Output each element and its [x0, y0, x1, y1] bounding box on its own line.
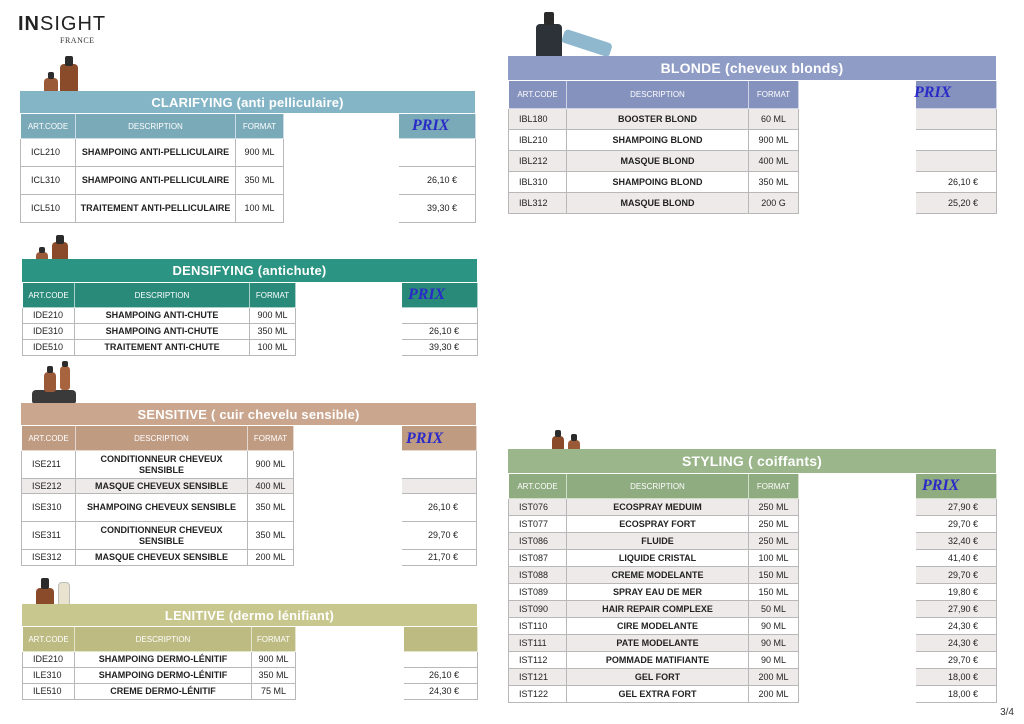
brand-name: INSIGHT	[18, 13, 107, 35]
format-cell: 100 ML	[236, 195, 284, 223]
price-cell: 25,20 €	[916, 193, 997, 214]
table-header-row	[23, 627, 478, 652]
format-cell: 90 ML	[749, 652, 799, 669]
sensitive-section	[21, 403, 476, 566]
page-number: 3/4	[1000, 707, 1014, 718]
price-cell	[916, 109, 997, 130]
hidden-column-header	[284, 114, 399, 139]
code-cell: ISE310	[22, 494, 76, 522]
code-cell: IBL212	[509, 151, 567, 172]
code-header: ART.CODE	[509, 474, 567, 499]
code-cell: ILE510	[23, 684, 75, 700]
description-cell: MASQUE CHEVEUX SENSIBLE	[76, 479, 248, 494]
table-row	[21, 139, 476, 167]
hidden-cell	[799, 618, 916, 635]
price-cell: 29,70 €	[916, 567, 997, 584]
code-cell: IST089	[509, 584, 567, 601]
format-cell: 50 ML	[749, 601, 799, 618]
format-cell: 250 ML	[749, 533, 799, 550]
description-header: DESCRIPTION	[76, 114, 236, 139]
table-row	[22, 522, 477, 550]
description-cell: SHAMPOING BLOND	[567, 130, 749, 151]
format-header: FORMAT	[250, 283, 296, 308]
price-cell: 19,80 €	[916, 584, 997, 601]
description-cell: ECOSPRAY MEDUIM	[567, 499, 749, 516]
description-cell: MASQUE BLOND	[567, 151, 749, 172]
price-cell	[916, 130, 997, 151]
table-header-row	[21, 114, 476, 139]
hidden-cell	[799, 109, 916, 130]
table-row	[509, 601, 997, 618]
code-header: ART.CODE	[509, 81, 567, 109]
description-cell: LIQUIDE CRISTAL	[567, 550, 749, 567]
hidden-column-header	[296, 627, 404, 652]
table-row	[509, 567, 997, 584]
code-cell: IST088	[509, 567, 567, 584]
hidden-cell	[294, 479, 402, 494]
hidden-cell	[799, 193, 916, 214]
description-cell: SHAMPOING DERMO-LÉNITIF	[75, 668, 252, 684]
code-cell: ISE312	[22, 550, 76, 566]
format-header: FORMAT	[252, 627, 296, 652]
format-cell: 100 ML	[749, 550, 799, 567]
table-row	[23, 324, 478, 340]
code-cell: IST122	[509, 686, 567, 703]
description-header: DESCRIPTION	[567, 81, 749, 109]
description-cell: SHAMPOING BLOND	[567, 172, 749, 193]
price-cell: 27,90 €	[916, 601, 997, 618]
code-cell: IBL180	[509, 109, 567, 130]
brand-country: FRANCE	[60, 36, 95, 45]
price-cell: 41,40 €	[916, 550, 997, 567]
clarifying-section	[20, 91, 475, 223]
hidden-column-header	[296, 283, 402, 308]
description-cell: MASQUE BLOND	[567, 193, 749, 214]
code-cell: IBL312	[509, 193, 567, 214]
hidden-cell	[799, 686, 916, 703]
hidden-column-header	[799, 81, 916, 109]
description-cell: SHAMPOING ANTI-CHUTE	[75, 324, 250, 340]
hidden-cell	[294, 494, 402, 522]
format-cell: 900 ML	[236, 139, 284, 167]
densifying-title: DENSIFYING (antichute)	[22, 259, 477, 282]
code-header: ART.CODE	[23, 283, 75, 308]
description-header: DESCRIPTION	[75, 283, 250, 308]
hidden-cell	[284, 195, 399, 223]
description-header: DESCRIPTION	[567, 474, 749, 499]
clarifying-table	[20, 113, 476, 223]
format-cell: 350 ML	[250, 324, 296, 340]
format-cell: 90 ML	[749, 635, 799, 652]
price-cell	[404, 652, 478, 668]
code-cell: IST110	[509, 618, 567, 635]
format-header: FORMAT	[236, 114, 284, 139]
format-cell: 200 ML	[248, 550, 294, 566]
format-cell: 350 ML	[252, 668, 296, 684]
format-cell: 900 ML	[252, 652, 296, 668]
blonde-title: BLONDE (cheveux blonds)	[508, 56, 996, 80]
description-cell: POMMADE MATIFIANTE	[567, 652, 749, 669]
format-cell: 350 ML	[248, 494, 294, 522]
lenitive-title: LENITIVE (dermo lénifiant)	[22, 604, 477, 626]
sensitive-title: SENSITIVE ( cuir chevelu sensible)	[21, 403, 476, 425]
clarifying-title: CLARIFYING (anti pelliculaire)	[20, 91, 475, 113]
code-header: ART.CODE	[21, 114, 76, 139]
table-row	[509, 533, 997, 550]
table-row	[509, 652, 997, 669]
hidden-cell	[296, 684, 404, 700]
description-cell: PATE MODELANTE	[567, 635, 749, 652]
price-cell: 32,40 €	[916, 533, 997, 550]
format-cell: 100 ML	[250, 340, 296, 356]
sensitive-products-image	[32, 360, 78, 404]
styling-table	[508, 473, 997, 703]
code-header: ART.CODE	[23, 627, 75, 652]
description-cell: SHAMPOING DERMO-LÉNITIF	[75, 652, 252, 668]
code-cell: IST112	[509, 652, 567, 669]
description-cell: MASQUE CHEVEUX SENSIBLE	[76, 550, 248, 566]
code-cell: IDE310	[23, 324, 75, 340]
description-cell: FLUIDE	[567, 533, 749, 550]
code-cell: IST090	[509, 601, 567, 618]
code-cell: IST077	[509, 516, 567, 533]
hidden-cell	[294, 522, 402, 550]
description-header: DESCRIPTION	[76, 426, 248, 451]
table-row	[509, 669, 997, 686]
prix-label: PRIX	[412, 117, 450, 134]
format-cell: 350 ML	[236, 167, 284, 195]
table-row	[22, 550, 477, 566]
code-cell: ICL510	[21, 195, 76, 223]
hidden-cell	[799, 550, 916, 567]
format-header: FORMAT	[248, 426, 294, 451]
format-cell: 400 ML	[248, 479, 294, 494]
format-cell: 200 ML	[749, 669, 799, 686]
description-cell: HAIR REPAIR COMPLEXE	[567, 601, 749, 618]
price-cell: 26,10 €	[916, 172, 997, 193]
format-cell: 75 ML	[252, 684, 296, 700]
hidden-cell	[799, 635, 916, 652]
format-cell: 200 G	[749, 193, 799, 214]
code-cell: IBL310	[509, 172, 567, 193]
hidden-cell	[799, 533, 916, 550]
code-cell: IST111	[509, 635, 567, 652]
lenitive-table	[22, 626, 478, 700]
table-row	[509, 584, 997, 601]
format-header: FORMAT	[749, 81, 799, 109]
price-cell	[916, 151, 997, 172]
price-cell: 39,30 €	[399, 195, 476, 223]
description-cell: SHAMPOING ANTI-PELLICULAIRE	[76, 167, 236, 195]
table-row	[509, 635, 997, 652]
description-cell: SHAMPOING ANTI-PELLICULAIRE	[76, 139, 236, 167]
price-cell: 18,00 €	[916, 669, 997, 686]
description-cell: BOOSTER BLOND	[567, 109, 749, 130]
price-cell: 26,10 €	[399, 167, 476, 195]
price-cell	[402, 479, 477, 494]
price-cell: 27,90 €	[916, 499, 997, 516]
description-cell: TRAITEMENT ANTI-CHUTE	[75, 340, 250, 356]
brand-logo	[18, 14, 106, 45]
description-cell: ECOSPRAY FORT	[567, 516, 749, 533]
hidden-cell	[799, 584, 916, 601]
hidden-cell	[294, 550, 402, 566]
code-cell: IBL210	[509, 130, 567, 151]
description-cell: SHAMPOING ANTI-CHUTE	[75, 308, 250, 324]
description-cell: CONDITIONNEUR CHEVEUX SENSIBLE	[76, 451, 248, 479]
blonde-section	[508, 56, 996, 214]
price-cell: 39,30 €	[402, 340, 478, 356]
hidden-cell	[799, 130, 916, 151]
hidden-cell	[294, 451, 402, 479]
description-header: DESCRIPTION	[75, 627, 252, 652]
code-cell: IDE510	[23, 340, 75, 356]
code-cell: ISE211	[22, 451, 76, 479]
table-row	[509, 550, 997, 567]
code-cell: ICL310	[21, 167, 76, 195]
table-row	[23, 340, 478, 356]
hidden-cell	[799, 669, 916, 686]
price-cell: 29,70 €	[402, 522, 477, 550]
hidden-cell	[284, 167, 399, 195]
table-row	[509, 109, 997, 130]
lenitive-section	[22, 604, 477, 700]
description-cell: TRAITEMENT ANTI-PELLICULAIRE	[76, 195, 236, 223]
code-cell: ISE212	[22, 479, 76, 494]
table-row	[23, 684, 478, 700]
table-row	[509, 193, 997, 214]
hidden-cell	[296, 324, 402, 340]
code-cell: IDE210	[23, 652, 75, 668]
table-row	[509, 172, 997, 193]
table-row	[509, 686, 997, 703]
hidden-cell	[296, 308, 402, 324]
code-header: ART.CODE	[22, 426, 76, 451]
description-cell: GEL EXTRA FORT	[567, 686, 749, 703]
price-cell	[399, 139, 476, 167]
format-cell: 350 ML	[749, 172, 799, 193]
price-cell: 24,30 €	[916, 635, 997, 652]
hidden-cell	[296, 652, 404, 668]
table-row	[509, 151, 997, 172]
table-row	[21, 195, 476, 223]
description-cell: CIRE MODELANTE	[567, 618, 749, 635]
table-row	[23, 308, 478, 324]
format-cell: 150 ML	[749, 584, 799, 601]
format-cell: 900 ML	[250, 308, 296, 324]
format-cell: 400 ML	[749, 151, 799, 172]
format-cell: 350 ML	[248, 522, 294, 550]
code-cell: ILE310	[23, 668, 75, 684]
hidden-cell	[296, 340, 402, 356]
price-cell: 29,70 €	[916, 516, 997, 533]
table-row	[509, 516, 997, 533]
price-cell: 29,70 €	[916, 652, 997, 669]
prix-label: PRIX	[406, 430, 444, 447]
price-cell: 26,10 €	[404, 668, 478, 684]
format-cell: 200 ML	[749, 686, 799, 703]
price-cell: 18,00 €	[916, 686, 997, 703]
hidden-column-header	[799, 474, 916, 499]
description-cell: CONDITIONNEUR CHEVEUX SENSIBLE	[76, 522, 248, 550]
hidden-cell	[296, 668, 404, 684]
price-cell: 24,30 €	[916, 618, 997, 635]
description-cell: CREME MODELANTE	[567, 567, 749, 584]
hidden-cell	[799, 516, 916, 533]
prix-label: PRIX	[914, 84, 952, 101]
code-cell: ISE311	[22, 522, 76, 550]
code-cell: IST087	[509, 550, 567, 567]
format-cell: 150 ML	[749, 567, 799, 584]
hidden-cell	[799, 172, 916, 193]
format-header: FORMAT	[749, 474, 799, 499]
table-row	[23, 668, 478, 684]
hidden-cell	[799, 567, 916, 584]
format-cell: 250 ML	[749, 499, 799, 516]
price-cell: 26,10 €	[402, 494, 477, 522]
hidden-cell	[799, 151, 916, 172]
format-cell: 900 ML	[749, 130, 799, 151]
table-row	[22, 494, 477, 522]
description-cell: SPRAY EAU DE MER	[567, 584, 749, 601]
price-header	[404, 627, 478, 652]
format-cell: 90 ML	[749, 618, 799, 635]
table-row	[21, 167, 476, 195]
format-cell: 250 ML	[749, 516, 799, 533]
table-row	[22, 451, 477, 479]
code-cell: IST086	[509, 533, 567, 550]
table-row	[23, 652, 478, 668]
styling-title: STYLING ( coiffants)	[508, 449, 996, 473]
hidden-cell	[799, 499, 916, 516]
description-cell: GEL FORT	[567, 669, 749, 686]
price-cell	[402, 451, 477, 479]
hidden-cell	[799, 652, 916, 669]
prix-label: PRIX	[922, 477, 960, 494]
description-cell: SHAMPOING CHEVEUX SENSIBLE	[76, 494, 248, 522]
price-cell: 21,70 €	[402, 550, 477, 566]
table-row	[509, 499, 997, 516]
hidden-cell	[284, 139, 399, 167]
styling-section	[508, 449, 996, 703]
code-cell: IST121	[509, 669, 567, 686]
price-cell: 26,10 €	[402, 324, 478, 340]
code-cell: IDE210	[23, 308, 75, 324]
prix-label: PRIX	[408, 286, 446, 303]
table-row	[509, 130, 997, 151]
code-cell: IST076	[509, 499, 567, 516]
format-cell: 60 ML	[749, 109, 799, 130]
table-row	[22, 479, 477, 494]
description-cell: CREME DERMO-LÉNITIF	[75, 684, 252, 700]
format-cell: 900 ML	[248, 451, 294, 479]
hidden-cell	[799, 601, 916, 618]
price-cell: 24,30 €	[404, 684, 478, 700]
price-cell	[402, 308, 478, 324]
table-row	[509, 618, 997, 635]
hidden-column-header	[294, 426, 402, 451]
densifying-section	[22, 259, 477, 356]
code-cell: ICL210	[21, 139, 76, 167]
